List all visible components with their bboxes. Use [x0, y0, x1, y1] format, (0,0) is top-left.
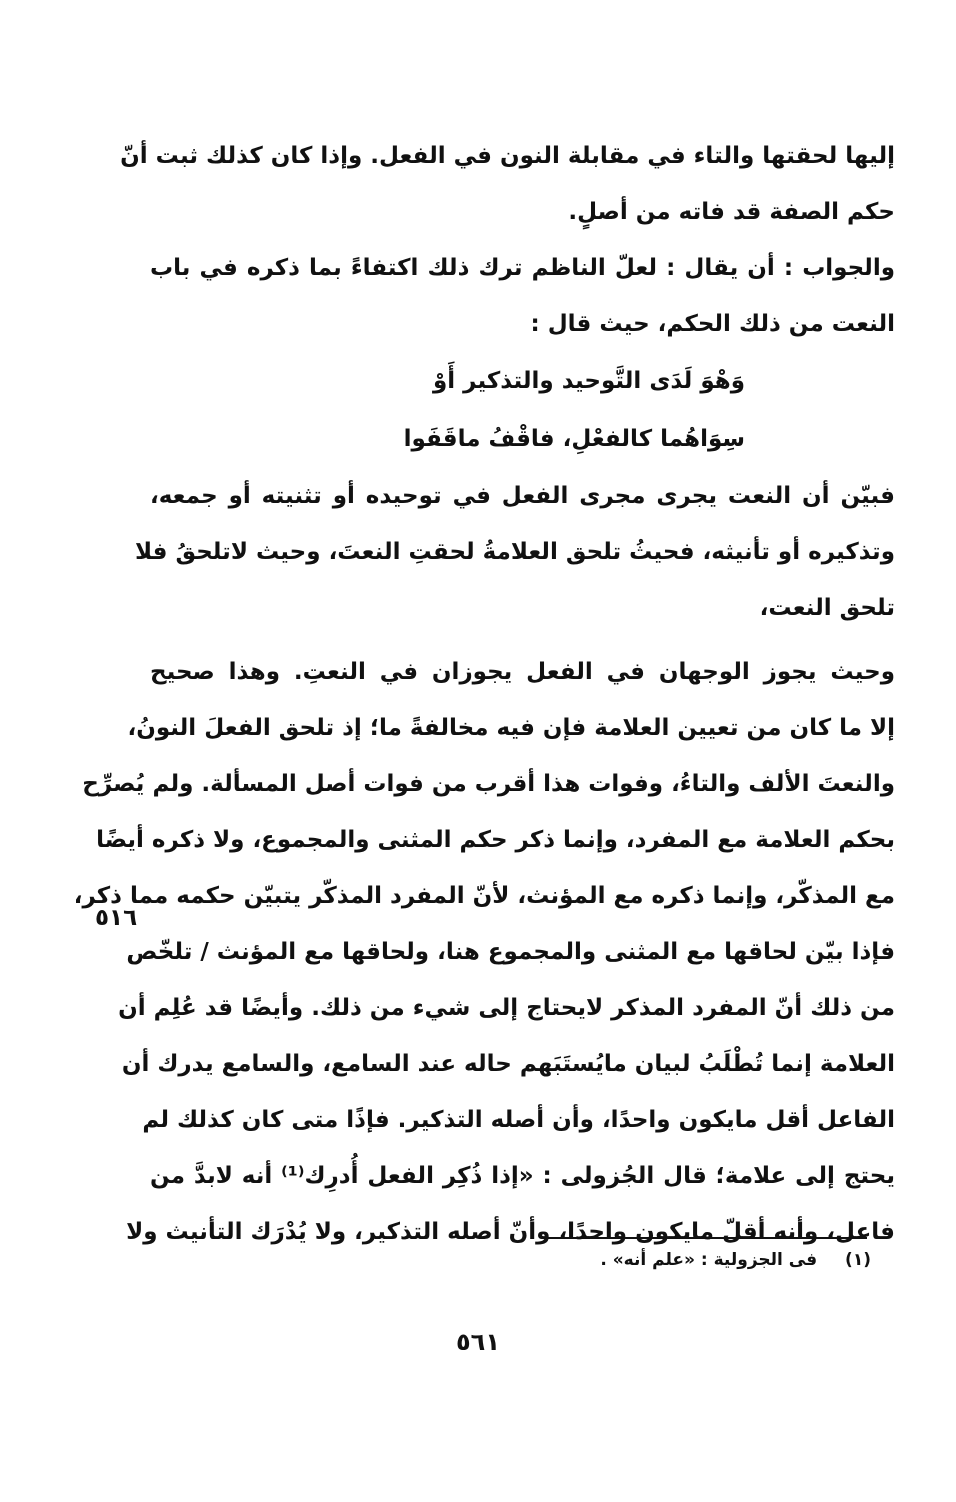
verse-line: وَهْوَ لَدَى التَّوحيد والتذكير أَوْ: [432, 368, 745, 394]
text-line: فاعل، وأنه أقلّ مايكون واحدًا، وأنّ أصله التذكير، ولا يُدْرَك التأنيث ولا: [126, 1219, 895, 1245]
text-line: وتذكيره أو تأنيثه، فحيثُ تلحق العلامةُ لحقتِ النعتَ، وحيث لاتلحقُ فلا: [134, 539, 895, 565]
paragraph-gap: [150, 636, 895, 644]
verse-line: سِوَاهُما كالفعْلِ، فاقْفُ ماقَفَوا: [403, 426, 745, 452]
text-line: حكم الصفة قد فاته من أصلٍ.: [568, 199, 895, 225]
text-line: الفاعل أقل مايكون واحدًا، وأن أصله التذكير. فإذًا متى كان كذلك لم: [142, 1107, 895, 1133]
text-line: بحكم العلامة مع المفرد، وإنما ذكر حكم المثنى والمجموع، ولا ذكره أيضًا: [96, 827, 895, 853]
footnote-number: (١): [845, 1250, 871, 1270]
text-line: فبيّن أن النعت يجرى مجرى الفعل في توحيده أو تثنيته أو جمعه،: [150, 483, 895, 509]
text-line: فإذا بيّن لحاقها مع المثنى والمجموع هنا، ولحاقها مع المؤنث / تلخّص: [126, 939, 895, 965]
text-line: وحيث يجوز الوجهان في الفعل يجوزان في النعتِ. وهذا صحيح: [150, 659, 895, 685]
text-line: إليها لحقتها والتاء في مقابلة النون في الفعل. وإذا كان كذلك ثبت أنّ: [120, 143, 895, 169]
text-line: والجواب : أن يقال : لعلّ الناظم ترك ذلك اكتفاءً بما ذكره في باب: [150, 255, 895, 281]
text-line: مع المذكّر، وإنما ذكره مع المؤنث، لأنّ المفرد المذكّر يتبيّن حكمه مما ذكر،: [73, 883, 895, 909]
page-number: ٥٦١: [456, 1328, 500, 1356]
text-line: تلحق النعت،: [759, 595, 895, 621]
text-line: إلا ما كان من تعيين العلامة فإن فيه مخالفةً ما؛ إذ تلحق الفعلَ النونُ،: [127, 715, 895, 741]
text-line: العلامة إنما تُطْلَبُ لبيان مايُستَبَهم حاله عند السامع، والسامع يدرك أن: [121, 1051, 895, 1077]
text-line: النعت من ذلك الحكم، حيث قال :: [530, 311, 895, 337]
manuscript-folio-note: ٥١٦: [95, 905, 138, 931]
text-line: والنعتَ الألف والتاءُ، وفوات هذا أقرب من فوات أصل المسألة. ولم يُصرِّح: [82, 771, 895, 797]
footnote-divider: [545, 1237, 867, 1239]
footnote-text: فى الجزولية : «علم أنه» .: [600, 1250, 818, 1270]
footnote: [600, 1250, 871, 1270]
text-line: يحتج إلى علامة؛ قال الجُزولى : «إذا ذُكِر الفعل أُدرِك⁽¹⁾ أنه لابدَّ من: [150, 1163, 895, 1189]
text-line: من ذلك أنّ المفرد المذكر لايحتاج إلى شيء من ذلك. وأيضًا قد عُلِم أن: [118, 995, 895, 1021]
